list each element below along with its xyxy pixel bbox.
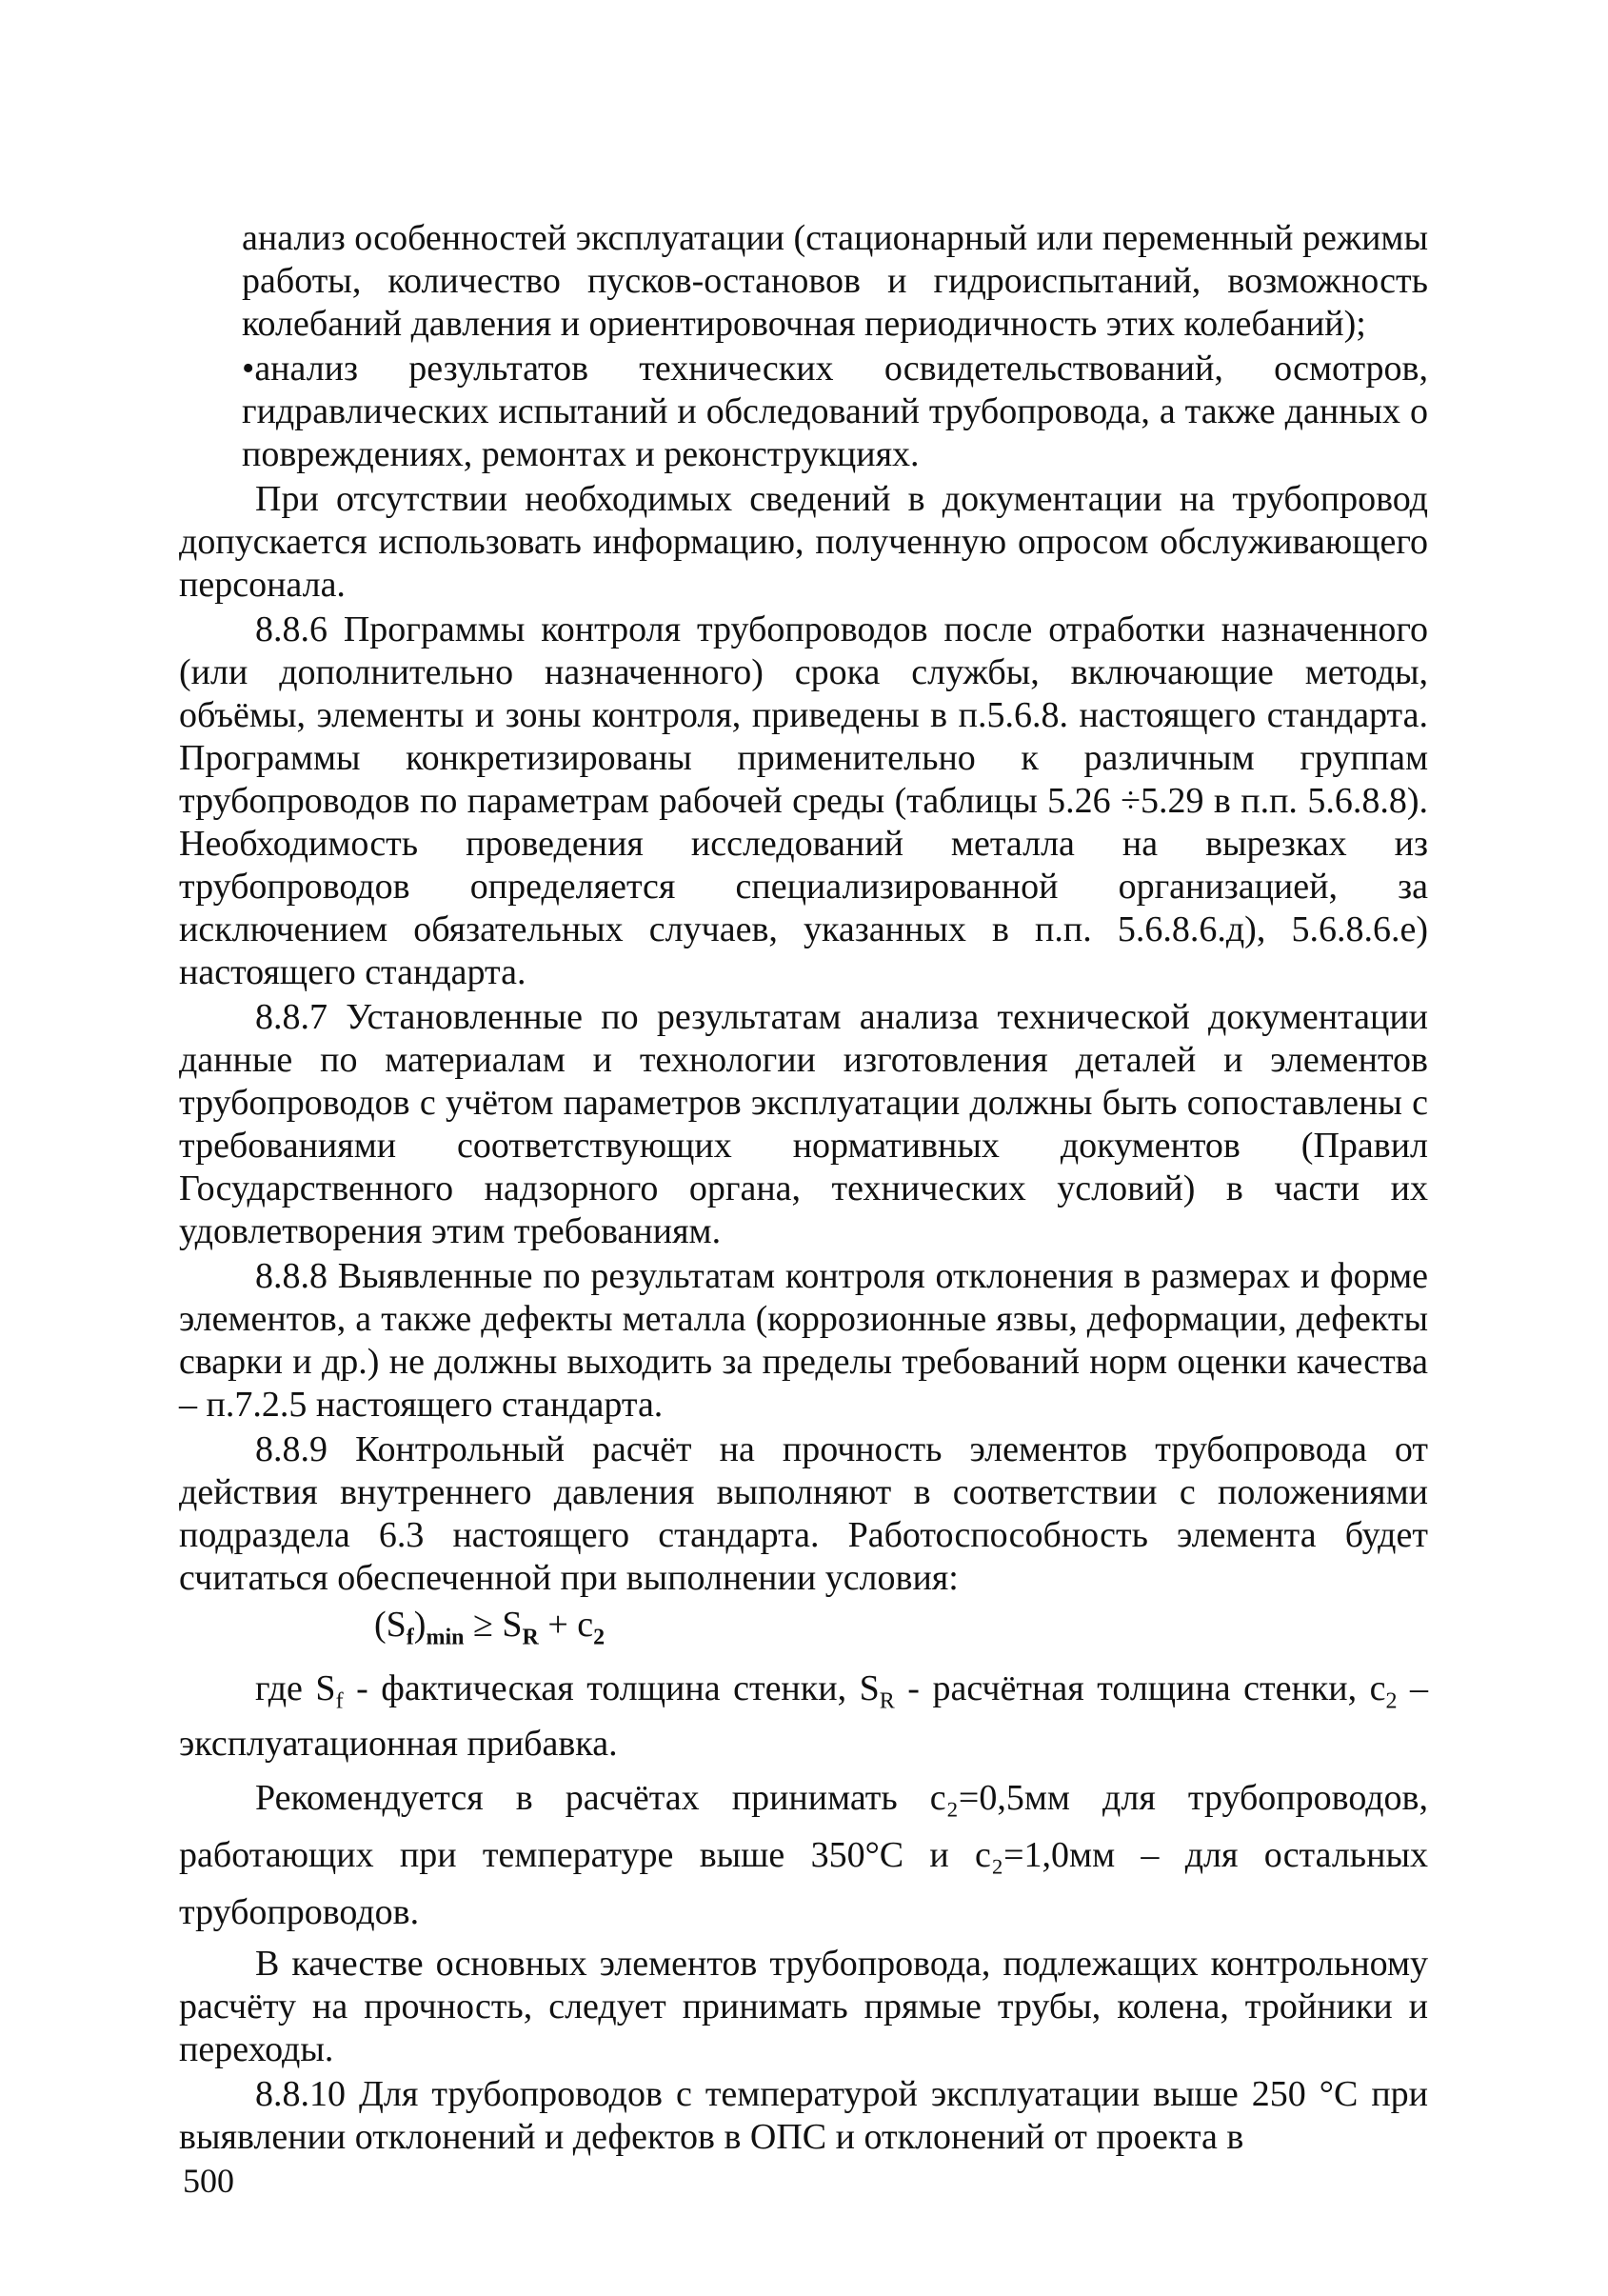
bullet-item-inspection-analysis: [179, 348, 1428, 476]
paragraph-missing-info: При отсутствии необходимых сведений в документации на трубопровод допускается использовать информацию, полученную опросом обслуживающего персонала.: [179, 479, 1428, 605]
paragraph-8-8-10: 8.8.10 Для трубопроводов с температурой эксплуатации выше 250 °С при выявлении отклонений и дефектов в ОПС и отклонений от проекта в: [179, 2074, 1428, 2158]
paragraph-8-8-7: 8.8.7 Установленные по результатам анализа технической документации данные по материалам и технологии изготовления деталей и элементов трубопроводов с учётом параметров эксплуатации должны быть сопоставлены с требованиями соответствующих нормативных документов (Правил Государственного надзорного органа, технических условий) в части их удовлетворения этим требованиям.: [179, 997, 1428, 1251]
paragraph-8-8-6: 8.8.6 Программы контроля трубопроводов после отработки назначенного (или дополнительно назначенного) срока службы, включающие методы, объёмы, элементы и зоны контроля, приведены в п.5.6.8. настоящего стандарта. Программы конкретизированы применительно к различным группам трубопроводов по параметрам рабочей среды (таблицы 5.26 ÷5.29 в п.п. 5.6.8.8). Необходимость проведения исследований металла на вырезках из трубопроводов определяется специализированной организацией, за исключением обязательных случаев, указанных в п.п. 5.6.8.6.д), 5.6.8.6.е) настоящего стандарта.: [179, 609, 1428, 992]
bullet-text: анализ результатов технических освидетельствований, осмотров, гидравлических испытаний и обследований трубопровода, а также данных о повреждениях, ремонтах и реконструкциях.: [242, 349, 1428, 474]
document-page: [179, 217, 1428, 2161]
page-number: 500: [183, 2162, 234, 2200]
paragraph-formula-definitions: где $S_f$ - фактическая толщина стенки, $S_R$ - расчётная толщина стенки, $c_2$ – эксплуатационная прибавка.: [179, 1667, 1429, 1765]
bullet-icon: •: [242, 349, 255, 389]
paragraph-main-elements: В качестве основных элементов трубопровода, подлежащих контрольному расчёту на прочность, следует принимать прямые трубы, колена, тройники и переходы.: [179, 1944, 1428, 2070]
paragraph-8-8-8: 8.8.8 Выявленные по результатам контроля отклонения в размерах и форме элементов, а также дефекты металла (коррозионные язвы, деформации, дефекты сварки и др.) не должны выходить за пределы требований норм оценки качества – п.7.2.5 настоящего стандарта.: [179, 1256, 1428, 1425]
paragraph-allowance-recommendation: Рекомендуется в расчётах принимать c₂=0,5мм для трубопроводов, работающих при температуре выше 350°С и c₂=1,0мм – для остальных трубопроводов.: [179, 1778, 1428, 1933]
paragraph-operation-analysis: анализ особенностей эксплуатации (стационарный или переменный режимы работы, количество пусков-остановов и гидроиспытаний, возможность колебаний давления и ориентировочная периодичность этих колебаний);: [242, 218, 1428, 344]
strength-condition-formula: $(S_f)_{min} \ge S_R + c_2$: [374, 1605, 605, 1650]
paragraph-8-8-9: 8.8.9 Контрольный расчёт на прочность элементов трубопровода от действия внутреннего давления выполняют в соответствии с положениями подраздела 6.3 настоящего стандарта. Работоспособность элемента будет считаться обеспеченной при выполнении условия:: [179, 1429, 1428, 1598]
